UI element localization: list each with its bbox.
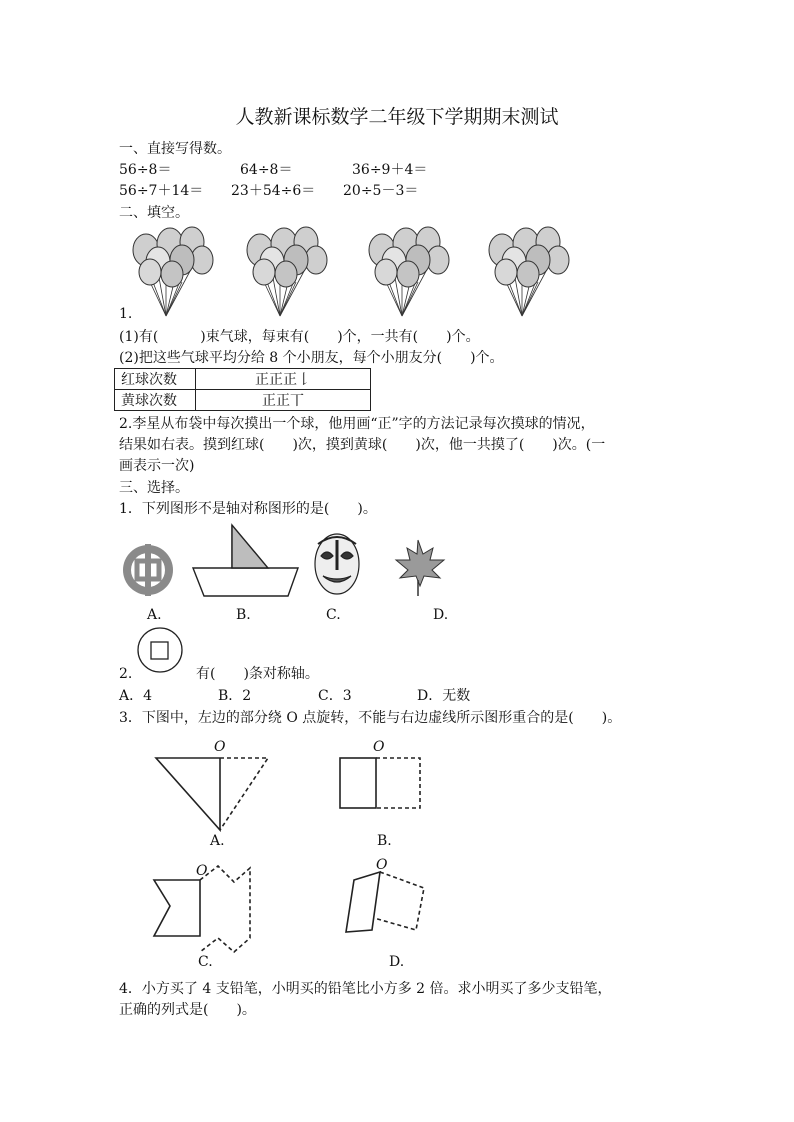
balloon-bunches-figure (126, 222, 586, 324)
option-text: C．3 (318, 688, 352, 704)
choice-label: D. (433, 607, 449, 623)
choice-label: B. (377, 833, 392, 849)
balloon-bunch (369, 227, 449, 316)
balloon-bunch (247, 227, 327, 316)
question-text: 2.李星从布袋中每次摸出一个球，他用画“正”字的方法记录每次摸球的情况， (119, 416, 595, 432)
point-label-o: O (214, 739, 226, 755)
page-title: 人教新课标数学二年级下学期期末测试 (235, 106, 559, 128)
option-text: B．2 (218, 688, 252, 704)
choice-label: D. (389, 954, 405, 970)
option-text: A．4 (119, 688, 153, 704)
coin-logo-icon (123, 544, 173, 596)
table-cell-tally: 正正正𠄌 (196, 369, 371, 390)
square-hole-coin-figure (132, 626, 190, 674)
option-text: D．无数 (417, 688, 471, 704)
section-2-heading: 二、填空。 (119, 205, 189, 221)
choice-label: C. (198, 954, 213, 970)
symmetry-choices-figure (118, 520, 458, 602)
question-text: 有( )条对称轴。 (196, 666, 319, 682)
balloon-bunch (133, 227, 213, 316)
rotation-choices-figure (148, 734, 438, 974)
point-label-o: O (376, 857, 388, 873)
table-cell-label: 黄球次数 (115, 390, 196, 411)
sailboat-icon (193, 525, 298, 596)
opera-mask-icon (315, 534, 359, 594)
calc-item: 23＋54÷6＝ (231, 183, 316, 199)
point-label-o: O (196, 863, 208, 879)
tally-table (114, 368, 371, 411)
leaf-icon (396, 540, 444, 596)
balloon-bunch (489, 227, 569, 316)
question-text: (2)把这些气球平均分给 8 个小朋友，每个小朋友分( )个。 (119, 350, 504, 366)
choice-label: B. (236, 607, 251, 623)
question-text: 画表示一次) (119, 458, 195, 474)
choice-label: C. (326, 607, 341, 623)
question-text: 3．下图中，左边的部分绕 O 点旋转，不能与右边虚线所示图形重合的是( )。 (119, 710, 622, 726)
table-row (115, 369, 371, 390)
question-text: 4．小方买了 4 支铅笔，小明买的铅笔比小方多 2 倍。求小明买了多少支铅笔， (119, 981, 612, 997)
choice-label: A. (210, 833, 225, 849)
section-1-heading: 一、直接写得数。 (119, 141, 231, 157)
calc-item: 64÷8＝ (240, 162, 293, 178)
question-text: 结果如右表。摸到红球( )次，摸到黄球( )次，他一共摸了( )次。(一 (119, 437, 606, 453)
question-number: 1. (119, 306, 133, 322)
table-cell-label: 红球次数 (115, 369, 196, 390)
calc-item: 36÷9＋4＝ (352, 162, 428, 178)
point-label-o: O (373, 739, 385, 755)
calc-item: 56÷8＝ (119, 162, 172, 178)
table-row (115, 390, 371, 411)
question-number: 2. (119, 666, 133, 682)
choice-label: A. (147, 607, 162, 623)
calc-item: 20÷5－3＝ (343, 183, 419, 199)
question-text: 正确的列式是( )。 (119, 1002, 256, 1018)
section-3-heading: 三、选择。 (119, 480, 189, 496)
calc-item: 56÷7＋14＝ (119, 183, 204, 199)
table-cell-tally: 正正丅 (196, 390, 371, 411)
question-text: (1)有( )束气球，每束有( )个，一共有( )个。 (119, 329, 480, 345)
question-text: 1．下列图形不是轴对称图形的是( )。 (119, 501, 377, 517)
